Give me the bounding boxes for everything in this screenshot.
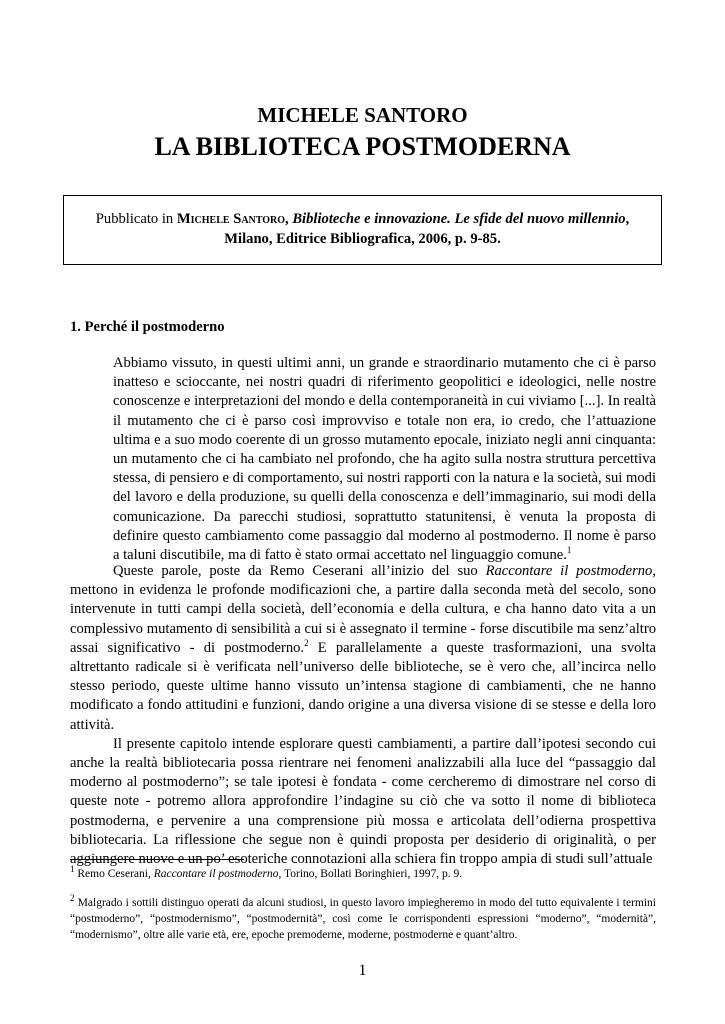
footnote-text: Malgrado i sottili distinguo operati da alcuni studiosi, in questo lavoro impiegheremo in modo del tutto equivalente i termini “postmoderno”, “postmodernismo”, “postmodernità”, così come le corrispondenti espressioni “moderno”, “modernità”, “modernismo”, oltre alle varie età, ere, epoche premoderne, moderne, postmoderne e quant’altro. <box>70 897 656 941</box>
footnote-book-title: Raccontare il postmoderno <box>153 868 279 880</box>
quote-text: Abbiamo vissuto, in questi ultimi anni, un grande e straordinario mutamento che ci è parso inatteso e scioccante, nei nostri quadri di riferimento geopolitici e ideologici, nelle nostre conoscenze e interpretazioni del mondo e della contemporaneità in cui viviamo [...]. In realtà il mutamento che ci è parso così improvviso e totale non era, io credo, che l’attuazione ultima e a suo modo coerente di un grosso mutamento epocale, iniziato negli anni cinquanta: un mutamento che ci ha cambiato nel profondo, che ha agito sulla nostra struttura percettiva stessa, di pensiero e di comportamento, sui nostri rapporti con la natura e la società, sui modi del lavoro e della produzione, su quelli della conoscenza e dell’immaginario, sui modi della comunicazione. Da parecchi studiosi, soprattutto statunitensi, è venuta la proposta di definire questo cambiamento come passaggio dal moderno al postmoderno. Il nome è parso a taluni discutibile, ma di fatto è stato ormai accettato nel linguaggio comune. <box>113 355 656 564</box>
footnote-divider <box>70 859 244 860</box>
book-title: Raccontare il postmoderno <box>485 563 653 579</box>
paragraph: Il presente capitolo intende esplorare questi cambiamenti, a partire dall’ipotesi secondo cui anche la realtà bibliotecaria possa rientrare nei fenomeni analizzabili alla luce del “passaggio dal moderno al postmoderno”; se tale ipotesi è fondata - come cercheremo di dimostrare nel corso di queste note - potremo allora approfondire l’indagine su ciò che va sotto il nome di biblioteca postmoderna, e pervenire a una comprensione più mossa e articolata dell’odierna prospettiva bibliotecaria. La riflessione che segue non è quindi proposta per desiderio di originalità, o per aggiungere nuove e un po’ esoteriche connotazioni alla schiera fin troppo ampia di studi sull’attuale <box>70 735 656 868</box>
body-text <box>70 562 656 869</box>
footnote-number: 2 <box>70 893 75 904</box>
footnote-number: 1 <box>70 864 75 875</box>
section-heading: 1. Perché il postmoderno <box>70 319 225 335</box>
paragraph-text: Queste parole, poste da Remo Ceserani all’inizio del suo <box>113 563 486 579</box>
block-quote <box>113 354 656 565</box>
paragraph-text: , mettono in evidenza le profonde modificazioni che, a partire dalla seconda metà del secolo, sono intervenute in tutti campi della società, dell’economia e della cultura, e cha hanno dato vita a un complessivo mutamento di sensibilità a cui si è assegnato il termine - forse discutibile ma senz’altro assai significativo - di postmoderno. <box>70 563 656 656</box>
publication-details: Milano, Editrice Bibliografica, 2006, p. 9-85. <box>224 231 501 247</box>
publication-prefix: Pubblicato in <box>95 211 177 227</box>
publication-sep2: , <box>625 211 630 227</box>
paragraph-text: E parallelamente a queste trasformazioni, una svolta altrettanto radicale si è verificata nell’universo delle biblioteche, se è vero che, all’incirca nello stesso periodo, queste ultime hanno vissuto un’intensa stagione di cambiamenti, che ne hanno modificato a fondo attitudini e funzioni, dando origine a una diversa visione di se stesse e della loro attività. <box>70 639 657 733</box>
footnote-2 <box>70 895 656 943</box>
footnote-1 <box>70 866 656 882</box>
author-heading: MICHELE SANTORO <box>257 103 468 127</box>
page-number: 1 <box>358 962 367 979</box>
footnote-text: , Torino, Bollati Boringhieri, 1997, p. 9. <box>278 868 463 880</box>
page-title: LA BIBLIOTECA POSTMODERNA <box>154 132 571 161</box>
paragraph <box>70 562 656 735</box>
footnote-ref-2[interactable]: 2 <box>304 637 309 648</box>
footnote-text: Remo Ceserani, <box>74 868 154 880</box>
publication-author: Michele Santoro <box>176 211 286 227</box>
publication-book: Biblioteche e innovazione. Le sfide del nuovo millennio <box>292 211 626 227</box>
footnote-ref-1[interactable]: 1 <box>566 545 572 556</box>
publication-box <box>63 195 662 265</box>
publication-sep: , <box>285 211 293 227</box>
